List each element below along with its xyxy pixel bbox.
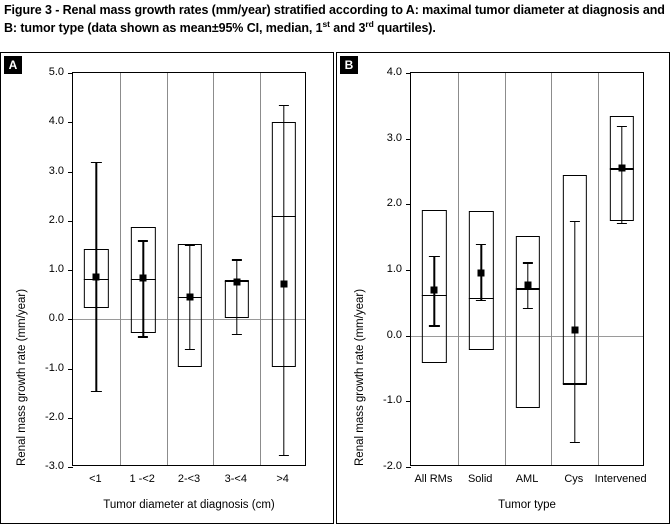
ci-upper-cap [616,126,626,127]
plot-area-a [72,72,306,466]
mean-marker [524,282,531,289]
ci-upper-cap [523,262,533,263]
confidence-interval-line [142,240,143,336]
y-axis-title: Renal mass growth rate (mm/year) [16,288,28,466]
box-whisker-group [411,73,458,465]
panel-a-tag: A [4,56,22,74]
y-tick-label: 1.0 [48,263,64,275]
ci-upper-cap [476,244,486,245]
caption-mid: and 3 [329,20,366,35]
y-tick-label: 2.0 [48,213,64,226]
mean-marker [571,327,578,334]
ci-lower-cap [185,349,195,350]
y-tick-label: 4.0 [48,115,64,128]
box-whisker-group [505,73,552,465]
y-tick-label: 5.0 [48,66,64,78]
x-tick-label: AML [515,473,539,485]
ci-lower-cap [278,455,288,456]
panel-b-tag: B [340,56,358,74]
x-tick-label: <1 [89,473,102,485]
confidence-interval-line [236,259,237,334]
box-whisker-group [73,73,120,465]
ci-upper-cap [232,259,242,260]
y-tick-mark [68,467,73,468]
ci-lower-cap [138,336,148,337]
x-tick-label: Cys [564,473,584,485]
ci-upper-cap [91,162,101,163]
x-axis-title: Tumor type [498,499,556,511]
y-tick-label: 2.0 [386,197,402,210]
box-whisker-group [551,73,598,465]
median-line [563,383,587,384]
mean-marker [431,286,438,293]
ci-upper-cap [570,221,580,222]
caption-suffix: quartiles). [373,20,436,35]
ci-lower-cap [232,334,242,335]
y-tick-label: -1.0 [45,361,64,374]
box-whisker-group [213,73,260,465]
x-tick-label: All RMs [414,473,453,485]
y-tick-mark [406,467,411,468]
confidence-interval-line [621,126,622,223]
box-whisker-group [598,73,645,465]
ci-lower-cap [616,223,626,224]
x-tick-label: 1 -<2 [129,473,155,485]
y-tick-label: 3.0 [386,131,402,144]
mean-marker [93,274,100,281]
mean-marker [280,280,287,287]
x-tick-label: Intervened [594,473,647,485]
ci-lower-cap [429,325,439,326]
ci-lower-cap [476,300,486,301]
plot-area-b [410,72,644,466]
ci-upper-cap [429,256,439,257]
y-tick-label: -2.0 [383,460,402,472]
x-tick-label: Solid [467,473,493,485]
y-tick-label: 0.0 [48,312,64,325]
mean-marker [478,270,485,277]
caption-prefix: Figure 3 - Renal mass growth rates (mm/year) stratified according to A: maximal tumor diameter at diagnosis and B: tumor type (data shown as mean±95% CI, median, 1 [4,3,665,35]
ci-upper-cap [278,105,288,106]
mean-marker [140,275,147,282]
y-tick-label: 3.0 [48,164,64,177]
ci-lower-cap [523,308,533,309]
y-tick-label: -1.0 [383,394,402,407]
caption-sup-rd: rd [365,18,374,29]
ci-lower-cap [570,442,580,443]
box-whisker-group [458,73,505,465]
box-whisker-group [120,73,167,465]
box-whisker-group [167,73,214,465]
x-tick-label: 2-<3 [177,473,201,485]
mean-marker [233,279,240,286]
y-tick-label: 1.0 [386,263,402,275]
mean-marker [618,165,625,172]
y-tick-label: 4.0 [386,66,402,78]
x-axis-title: Tumor diameter at diagnosis (cm) [103,499,275,511]
box-whisker-group [260,73,307,465]
x-tick-label: >4 [276,473,289,485]
ci-upper-cap [138,240,148,241]
y-tick-label: 0.0 [386,328,402,341]
median-line [469,298,493,299]
figure-caption [4,2,666,36]
mean-marker [186,294,193,301]
y-tick-label: -3.0 [45,460,64,472]
median-line [271,216,295,217]
caption-sup-st: st [322,18,330,29]
ci-upper-cap [185,244,195,245]
ci-lower-cap [91,391,101,392]
y-axis-title: Renal mass growth rate (mm/year) [354,288,366,466]
y-tick-label: -2.0 [45,410,64,423]
x-tick-label: 3-<4 [224,473,247,485]
median-line [422,295,446,296]
